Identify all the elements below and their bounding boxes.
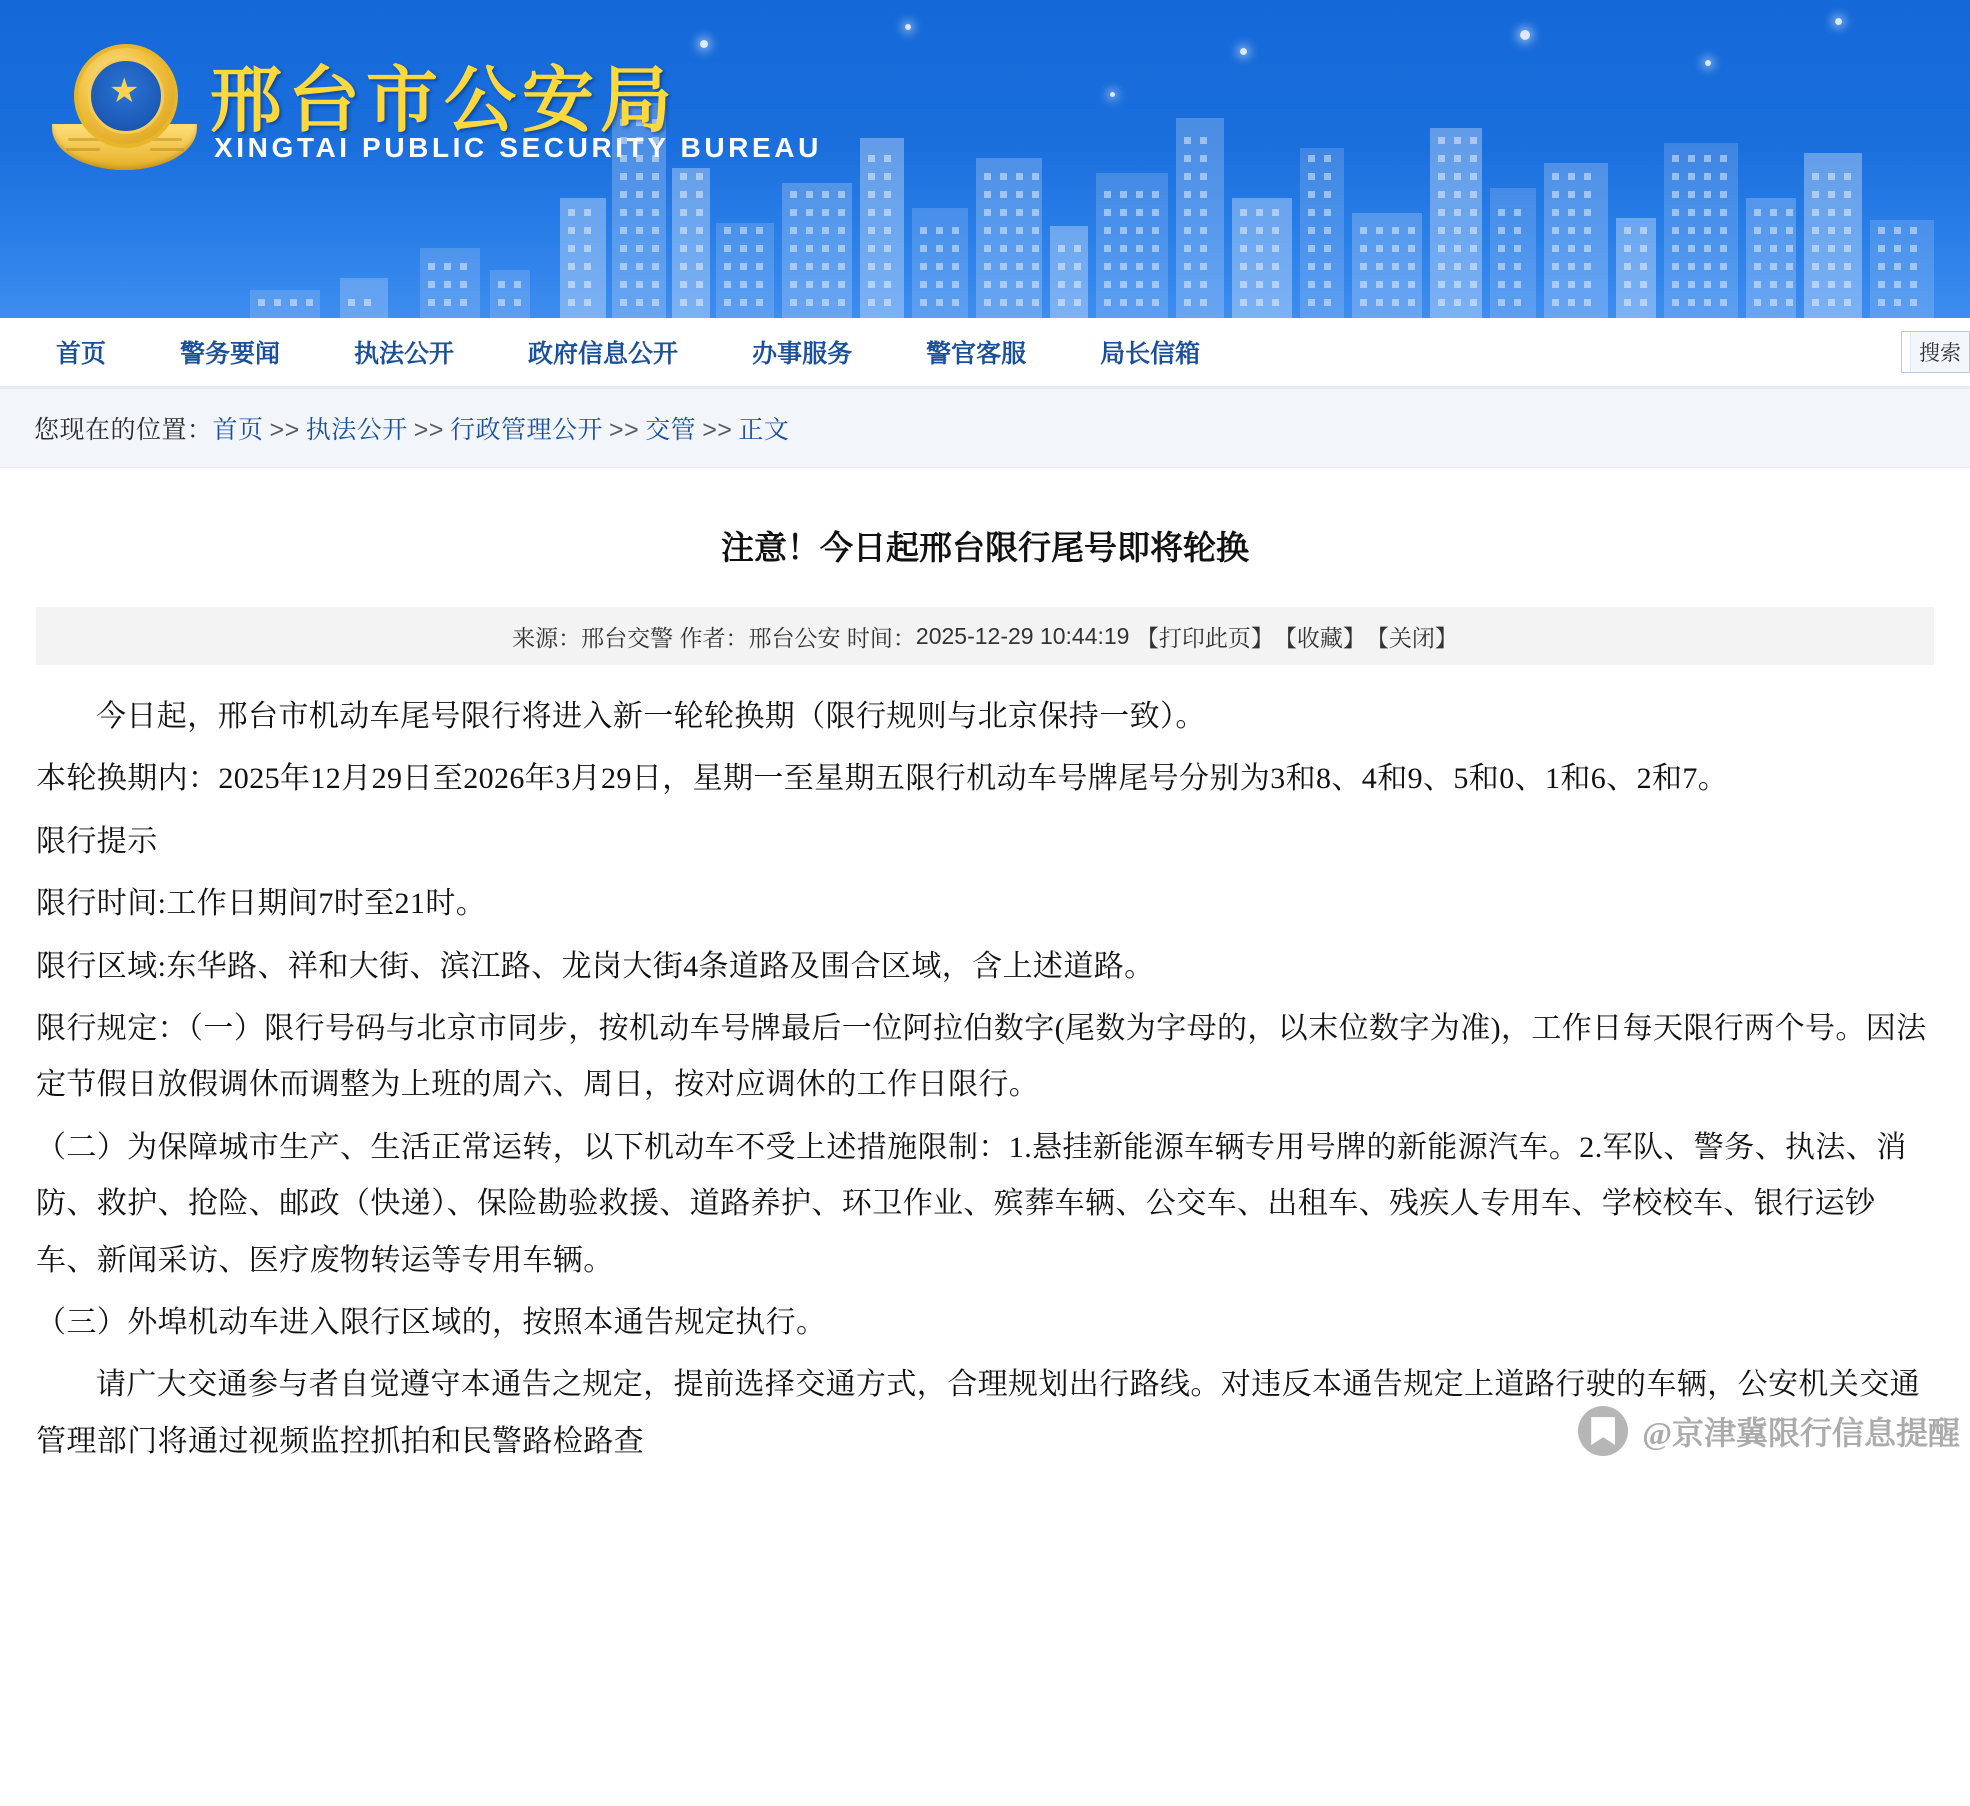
search-box[interactable] xyxy=(1901,331,1970,373)
article-paragraph: 限行区域:东华路、祥和大街、滨江路、龙岗大街4条道路及围合区域，含上述道路。 xyxy=(36,949,1155,983)
site-title-cn: 邢台市公安局 xyxy=(210,61,679,141)
article-paragraph: 请广大交通参与者自觉遵守本通告之规定，提前选择交通方式，合理规划出行路线。对违反本通告规定上道路行驶的车辆，公安机关交通管理部门将通过视频监控抓拍和民警路检路查 xyxy=(36,1368,1920,1458)
page-title: 注意！今日起邢台限行尾号即将轮换 xyxy=(721,531,1249,567)
watermark-text: @京津冀限行信息提醒 xyxy=(1642,1415,1960,1452)
police-emblem-icon xyxy=(52,38,197,183)
breadcrumb-item-home[interactable]: 首页 xyxy=(212,416,264,444)
meta-author-label: 作者： xyxy=(679,624,749,651)
breadcrumb-item-traffic[interactable]: 交管 xyxy=(645,416,697,444)
nav-item-director-mailbox[interactable]: 局长信箱 xyxy=(1100,340,1201,368)
site-banner xyxy=(0,0,1970,318)
article-paragraph: 今日起，邢台市机动车尾号限行将进入新一轮轮换期（限行规则与北京保持一致）。 xyxy=(96,700,1206,733)
sky-sparkle-icon xyxy=(700,40,708,48)
breadcrumb-prefix: 您现在的位置： xyxy=(34,416,213,444)
watermark xyxy=(1578,1406,1960,1456)
breadcrumb-separator: >> xyxy=(269,416,300,444)
meta-source-value: 邢台交警 xyxy=(581,624,674,651)
article-meta-bar xyxy=(36,607,1934,665)
nav-item-law-enforcement[interactable]: 执法公开 xyxy=(354,340,455,368)
breadcrumb-separator: >> xyxy=(608,416,640,444)
search-button[interactable]: 搜索 xyxy=(1910,332,1969,372)
nav-item-list xyxy=(0,318,1970,386)
nav-item-officer-service[interactable]: 警官客服 xyxy=(926,340,1027,368)
nav-item-home[interactable]: 首页 xyxy=(56,340,107,368)
article-paragraph: 限行时间:工作日期间7时至21时。 xyxy=(36,887,487,921)
meta-time-label: 时间： xyxy=(846,624,916,651)
nav-item-news[interactable]: 警务要闻 xyxy=(180,340,281,368)
breadcrumb-separator: >> xyxy=(413,416,444,444)
nav-item-services[interactable]: 办事服务 xyxy=(752,340,853,368)
breadcrumb-separator: >> xyxy=(702,416,733,444)
breadcrumb-item-law-enforcement[interactable]: 执法公开 xyxy=(305,416,408,444)
sky-sparkle-icon xyxy=(1835,18,1842,25)
meta-author-value: 邢台公安 xyxy=(748,624,841,651)
toutiao-logo-icon xyxy=(1578,1406,1628,1456)
sky-sparkle-icon xyxy=(1240,48,1247,55)
meta-source-label: 来源： xyxy=(512,624,582,651)
site-title-en: XINGTAI PUBLIC SECURITY BUREAU xyxy=(214,132,822,163)
article-paragraph: 本轮换期内：2025年12月29日至2026年3月29日，星期一至星期五限行机动车号牌尾号分别为3和8、4和9、5和0、1和6、2和7。 xyxy=(36,762,1729,796)
article-content xyxy=(36,689,1934,1470)
nav-item-gov-info[interactable]: 政府信息公开 xyxy=(528,340,679,368)
sky-sparkle-icon xyxy=(1705,60,1711,66)
search-input[interactable] xyxy=(1902,332,1910,372)
breadcrumb-item-current: 正文 xyxy=(738,416,790,444)
emblem-star-icon: ★ xyxy=(109,72,140,110)
breadcrumb xyxy=(0,410,789,446)
sky-sparkle-icon xyxy=(905,24,911,30)
article-paragraph: （二）为保障城市生产、生活正常运转，以下机动车不受上述措施限制：1.悬挂新能源车辆专用号牌的新能源汽车。2.军队、警务、执法、消防、救护、抢险、邮政（快递）、保险勘验救援、道路养护、环卫作业、殡葬车辆、公交车、出租车、残疾人专用车、学校校车、银行运钞车、新闻采访、医疗废物转运等专用车辆。 xyxy=(36,1130,1907,1277)
close-link[interactable]: 【关闭】 xyxy=(1365,624,1458,651)
article-body xyxy=(0,522,1970,1470)
article-paragraph: （三）外埠机动车进入限行区域的，按照本通告规定执行。 xyxy=(36,1305,827,1339)
breadcrumb-bar xyxy=(0,389,1970,468)
favorite-link[interactable]: 【收藏】 xyxy=(1273,624,1366,651)
article-paragraph: 限行规定：（一）限行号码与北京市同步，按机动车号牌最后一位阿拉伯数字(尾数为字母的，以末位数字为准)，工作日每天限行两个号。因法定节假日放假调休而调整为上班的周六、周日，按对应调休的工作日限行。 xyxy=(36,1011,1927,1102)
main-navigation xyxy=(0,318,1970,389)
article-paragraph: 限行提示 xyxy=(36,824,158,858)
meta-time-value: 2025-12-29 10:44:19 xyxy=(915,622,1130,649)
print-page-link[interactable]: 【打印此页】 xyxy=(1135,624,1274,651)
sky-sparkle-icon xyxy=(1520,30,1530,40)
breadcrumb-item-admin-public[interactable]: 行政管理公开 xyxy=(449,416,603,444)
